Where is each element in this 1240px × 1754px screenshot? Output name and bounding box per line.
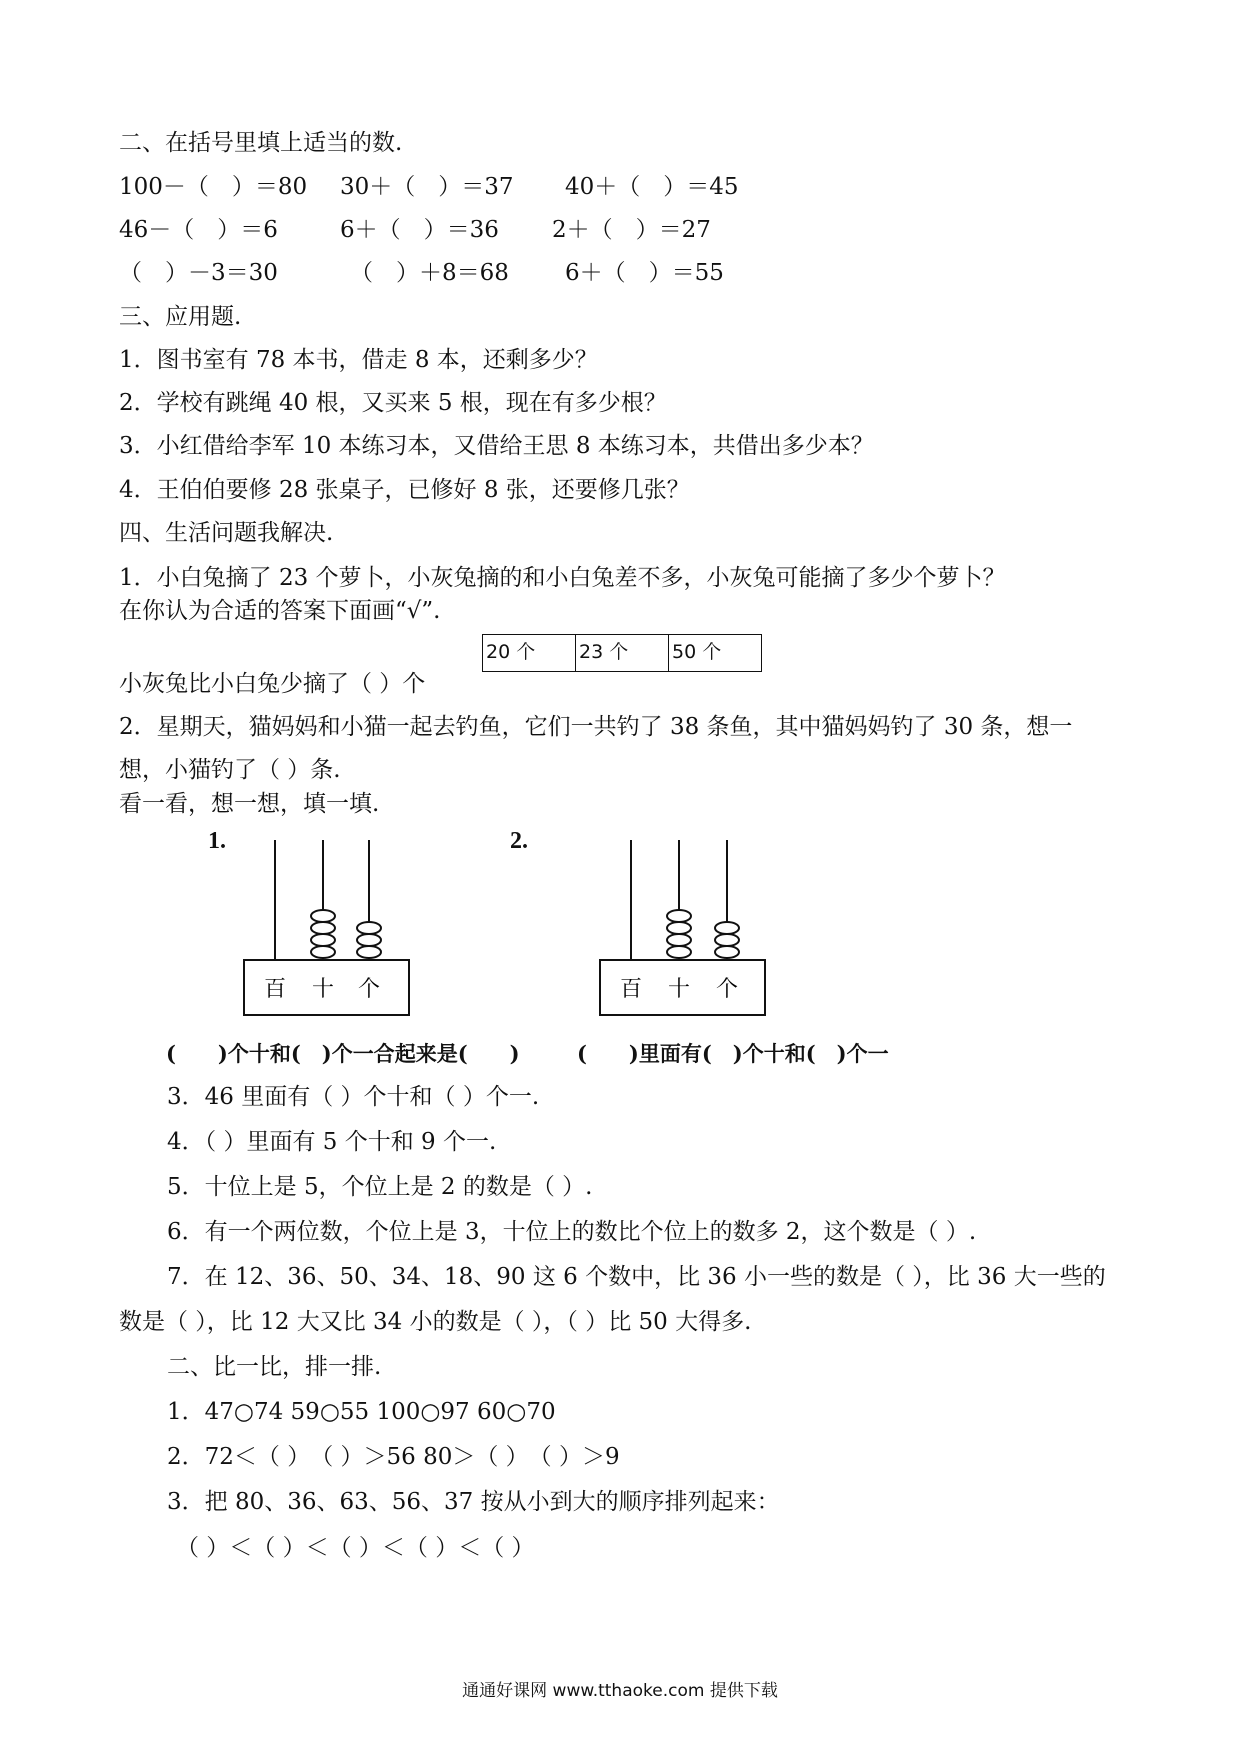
equation: 100－（ ）＝80	[119, 174, 308, 200]
question: 1．图书室有 78 本书，借走 8 本，还剩多少？	[119, 347, 598, 373]
question: 3．把 80、36、63、56、37 按从小到大的顺序排列起来：	[167, 1489, 780, 1515]
question: 1．47○74 59○55 100○97 60○70	[167, 1399, 556, 1425]
abacus-1-tens-beads	[311, 910, 335, 958]
question: 数是（ ），比 12 大又比 34 小的数是（ ），（ ）比 50 大得多.	[119, 1309, 752, 1335]
equation: （ ）－3＝30	[119, 260, 278, 286]
question: 想，小猫钓了（ ）条.	[119, 757, 341, 783]
option-cell[interactable]: 20 个	[483, 635, 576, 671]
question: 3．46 里面有（ ）个十和（ ）个一.	[167, 1084, 540, 1110]
question: 2．学校有跳绳 40 根，又买来 5 根，现在有多少根？	[119, 390, 667, 416]
rod-label: 百	[263, 977, 287, 1002]
option-cell[interactable]: 50 个	[672, 641, 722, 663]
section2-heading: 二、在括号里填上适当的数.	[119, 130, 403, 156]
rod-label: 个	[715, 977, 739, 1002]
compare-heading: 二、比一比，排一排.	[167, 1354, 382, 1380]
question: 在你认为合适的答案下面画“√”.	[119, 598, 441, 624]
abacus-1-caption: ( )个十和( )个一合起来是( )	[166, 1041, 520, 1066]
section3-heading: 三、应用题.	[119, 304, 242, 330]
question: 7．在 12、36、50、34、18、90 这 6 个数中，比 36 小一些的数是（ ），比 36 大一些的	[167, 1264, 1106, 1290]
question: 4．（ ）里面有 5 个十和 9 个一.	[167, 1129, 497, 1155]
equation: 30＋（ ）＝37	[340, 174, 514, 200]
rod-label: 十	[311, 977, 335, 1002]
question: 5．十位上是 5，个位上是 2 的数是（ ）.	[167, 1174, 593, 1200]
question: 6．有一个两位数，个位上是 3，十位上的数比个位上的数多 2，这个数是（ ）.	[167, 1219, 977, 1245]
abacus-2	[596, 840, 776, 1020]
equation: 6＋（ ）＝36	[340, 217, 499, 243]
answer-options-table	[482, 634, 762, 672]
equation: （ ）＋8＝68	[350, 260, 509, 286]
question: 3．小红借给李军 10 本练习本，又借给王思 8 本练习本，共借出多少本？	[119, 433, 874, 459]
rod-label: 个	[357, 977, 381, 1002]
question: 2．72＜（ ） （ ）＞56 80＞（ ） （ ）＞9	[167, 1444, 620, 1470]
page-footer: 通通好课网 www.tthaoke.com 提供下载	[462, 1681, 778, 1701]
rod-label: 百	[619, 977, 643, 1002]
abacus-2-tens-beads	[667, 910, 691, 958]
question: 4．王伯伯要修 28 张桌子，已修好 8 张，还要修几张？	[119, 477, 690, 503]
abacus-1-ones-beads	[357, 922, 381, 958]
order-blanks: （ ）＜（ ）＜（ ）＜（ ）＜（ ）	[176, 1535, 535, 1561]
equation: 46－（ ）＝6	[119, 217, 278, 243]
equation: 2＋（ ）＝27	[552, 217, 711, 243]
question: 2．星期天，猫妈妈和小猫一起去钓鱼，它们一共钓了 38 条鱼，其中猫妈妈钓了 30 条，想一	[119, 714, 1073, 740]
instruction: 看一看，想一想，填一填.	[119, 791, 380, 817]
option-cell[interactable]: 23 个	[576, 635, 669, 671]
abacus-1	[240, 840, 420, 1020]
abacus-2-label: 2.	[510, 828, 528, 854]
question: 小灰兔比小白兔少摘了（ ）个	[119, 671, 426, 697]
equation: 6＋（ ）＝55	[565, 260, 724, 286]
equation: 40＋（ ）＝45	[565, 174, 739, 200]
abacus-2-caption: ( )里面有( )个十和( )个一	[577, 1041, 889, 1066]
abacus-2-ones-beads	[715, 922, 739, 958]
question: 1．小白兔摘了 23 个萝卜，小灰兔摘的和小白兔差不多，小灰兔可能摘了多少个萝卜？	[119, 565, 1006, 591]
section4-heading: 四、生活问题我解决.	[119, 520, 334, 546]
abacus-1-label: 1.	[208, 828, 226, 854]
rod-label: 十	[667, 977, 691, 1002]
